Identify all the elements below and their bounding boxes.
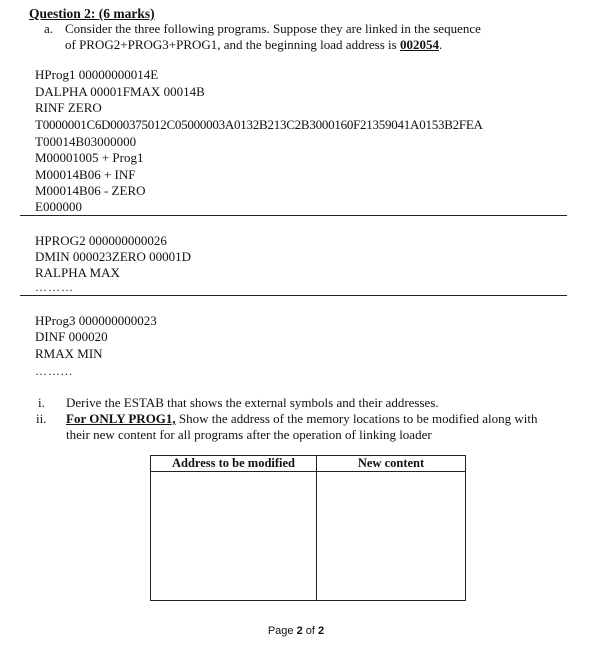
prog1-refer-record: RINF ZERO	[35, 100, 102, 115]
divider	[20, 215, 567, 216]
content-cell[interactable]	[317, 472, 466, 601]
page-number	[0, 625, 592, 637]
part-a-line-2-suffix: .	[438, 37, 443, 52]
part-a-line-2	[65, 37, 442, 53]
prog2-refer-record: RALPHA MAX	[35, 265, 120, 280]
load-address: 002054	[399, 37, 439, 52]
task-ii-text: Show the address of the memory locations to be modified along with	[175, 411, 538, 426]
task-i-label: i.	[38, 395, 45, 410]
part-a-label: a.	[44, 21, 54, 36]
prog1-define-record: DALPHA 00001FMAX 00014B	[35, 84, 205, 99]
prog3-ellipsis: ……...	[35, 364, 73, 378]
task-ii-line-2: their new content for all programs after the operation of linking loader	[66, 427, 432, 442]
prog1-header-record: HProg1 00000000014E	[35, 67, 159, 82]
prog2-define-record: DMIN 000023ZERO 00001D	[35, 249, 191, 264]
prog3-header-record: HProg3 000000000023	[35, 313, 157, 328]
task-i-text: Derive the ESTAB that shows the external symbols and their addresses.	[66, 395, 439, 410]
page-current: 2	[296, 625, 303, 637]
prog1-text-record-1: T0000001C6D000375012C05000003A0132B213C2B3000160F21359041A0153B2FEA	[35, 117, 483, 132]
table-row	[151, 472, 466, 601]
answer-table	[150, 455, 466, 601]
table-header-row	[151, 456, 466, 472]
prog1-modification-record-2: M00014B06 + INF	[35, 167, 136, 182]
question-title: Question 2: (6 marks)	[29, 6, 155, 21]
part-a-line-2-prefix: of PROG2+PROG3+PROG1, and the beginning load address is	[65, 37, 400, 52]
page-total: 2	[318, 625, 325, 637]
table-header-content: New content	[317, 456, 466, 472]
prog3-refer-record: RMAX MIN	[35, 346, 103, 361]
divider	[20, 295, 567, 296]
part-a-line-1: Consider the three following programs. Suppose they are linked in the sequence	[65, 21, 481, 36]
task-ii-line-1	[66, 411, 537, 427]
page-prefix: Page	[267, 625, 297, 637]
prog1-modification-record-3: M00014B06 - ZERO	[35, 183, 146, 198]
prog2-header-record: HPROG2 000000000026	[35, 233, 167, 248]
prog3-define-record: DINF 000020	[35, 329, 108, 344]
address-cell[interactable]	[151, 472, 317, 601]
task-ii-label: ii.	[36, 411, 47, 426]
prog1-text-record-2: T00014B03000000	[35, 134, 137, 149]
prog1-modification-record-1: M00001005 + Prog1	[35, 150, 144, 165]
prog1-end-record: E000000	[35, 199, 82, 214]
table-header-address: Address to be modified	[151, 456, 317, 472]
prog2-ellipsis: ………	[35, 280, 74, 294]
task-ii-emphasis: For ONLY PROG1,	[66, 411, 176, 426]
page-middle: of	[302, 625, 319, 637]
